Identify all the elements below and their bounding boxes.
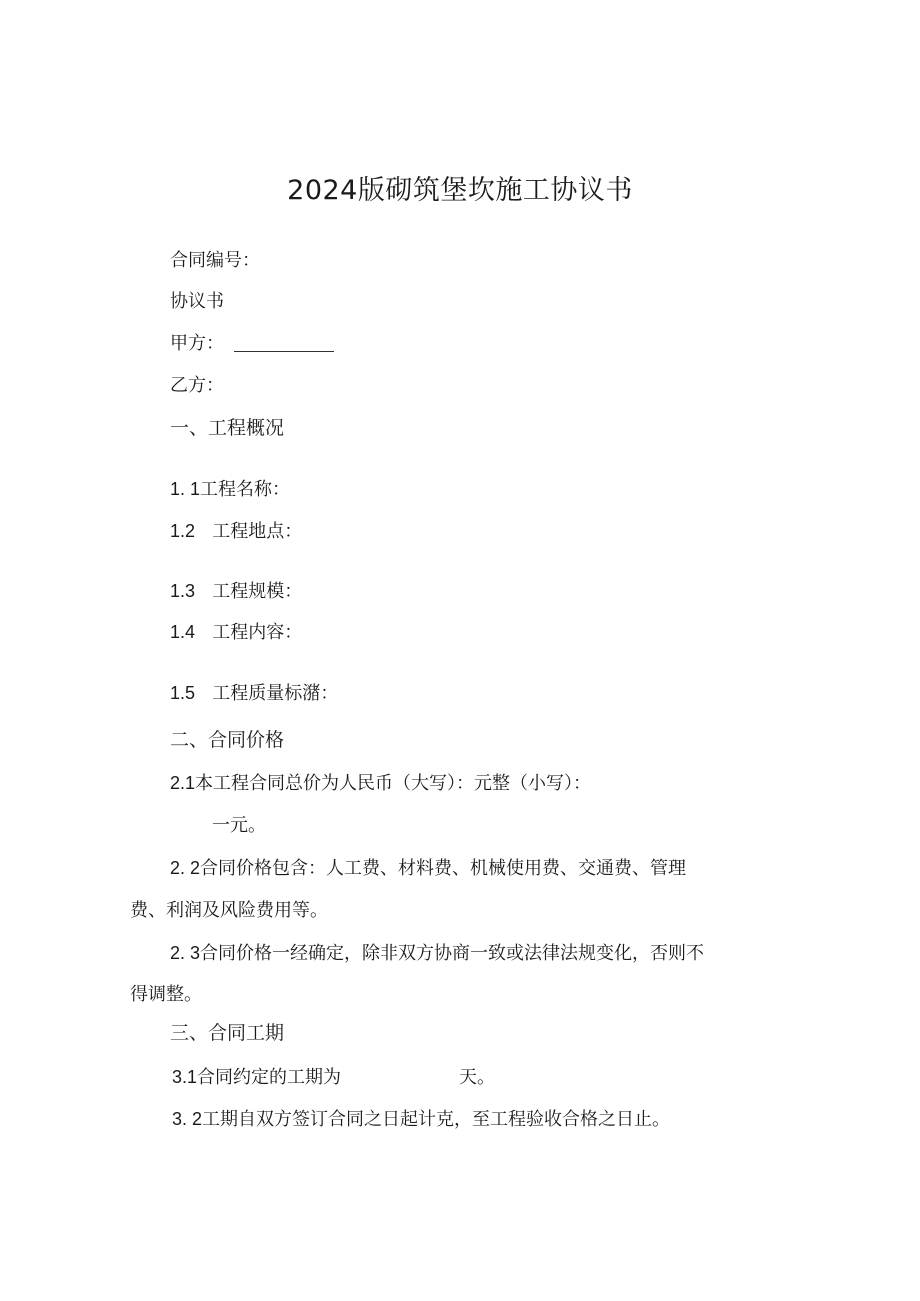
- item-number: 1.5: [170, 683, 196, 703]
- party-b-label: 乙方：: [170, 375, 224, 396]
- section2-heading: 二、合同价格: [170, 729, 285, 751]
- item-number: 1.2: [170, 521, 196, 541]
- document-title: 2024版砌筑堡坎施工协议书: [287, 175, 633, 206]
- paragraph-text: 合同价格包含：人工费、材料费、机械使用费、交通费、管理: [200, 858, 687, 879]
- paragraph-text: 合同价格一经确定，除非双方协商一致或法律法规变化，否则不: [200, 943, 705, 964]
- paragraph-2-2: [170, 857, 686, 880]
- party-a-line: [170, 333, 334, 355]
- paragraph-3-1: [172, 1066, 495, 1089]
- item-text: 工程地点：: [212, 521, 303, 542]
- contract-number-label: 合同编号：: [170, 250, 260, 271]
- section1-heading: 一、工程概况: [170, 417, 285, 439]
- paragraph-end: 天。: [459, 1067, 496, 1088]
- paragraph-number: 2.1: [170, 773, 196, 793]
- paragraph-number: 3.1: [172, 1067, 198, 1087]
- item-text: 工程内容：: [212, 622, 303, 643]
- paragraph-2-3: [170, 942, 704, 965]
- item-number: 1. 1: [170, 479, 201, 499]
- paragraph-2-1: [170, 772, 591, 795]
- item-number: 1.3: [170, 581, 196, 601]
- item-text: 工程质量标潴：: [212, 683, 339, 704]
- item-1-2: [170, 520, 302, 543]
- paragraph-3-2: [172, 1108, 670, 1131]
- item-text: 工程名称：: [200, 479, 291, 500]
- paragraph-number: 2. 3: [170, 943, 201, 963]
- party-a-blank[interactable]: [234, 337, 334, 352]
- agreement-label: 协议书: [170, 291, 224, 312]
- paragraph-number: 3. 2: [172, 1109, 203, 1129]
- item-text: 工程规模：: [212, 581, 303, 602]
- item-1-3: [170, 580, 302, 603]
- paragraph-number: 2. 2: [170, 858, 201, 878]
- paragraph-text: 合同约定的工期为: [197, 1067, 342, 1088]
- paragraph-2-2-continued: 费、利润及风险费用等。: [130, 900, 328, 921]
- party-a-label: 甲方：: [170, 333, 224, 354]
- item-1-1: [170, 478, 290, 501]
- item-number: 1.4: [170, 622, 196, 642]
- paragraph-2-3-continued: 得调整。: [130, 984, 202, 1005]
- section3-heading: 三、合同工期: [170, 1022, 285, 1044]
- item-1-5: [170, 682, 338, 705]
- paragraph-2-1-continued: 一元。: [212, 815, 266, 836]
- paragraph-text: 本工程合同总价为人民币（大写）：元整（小写）：: [195, 773, 592, 794]
- item-1-4: [170, 621, 302, 644]
- paragraph-text: 工期自双方签订合同之日起计克，至工程验收合格之日止。: [202, 1109, 671, 1130]
